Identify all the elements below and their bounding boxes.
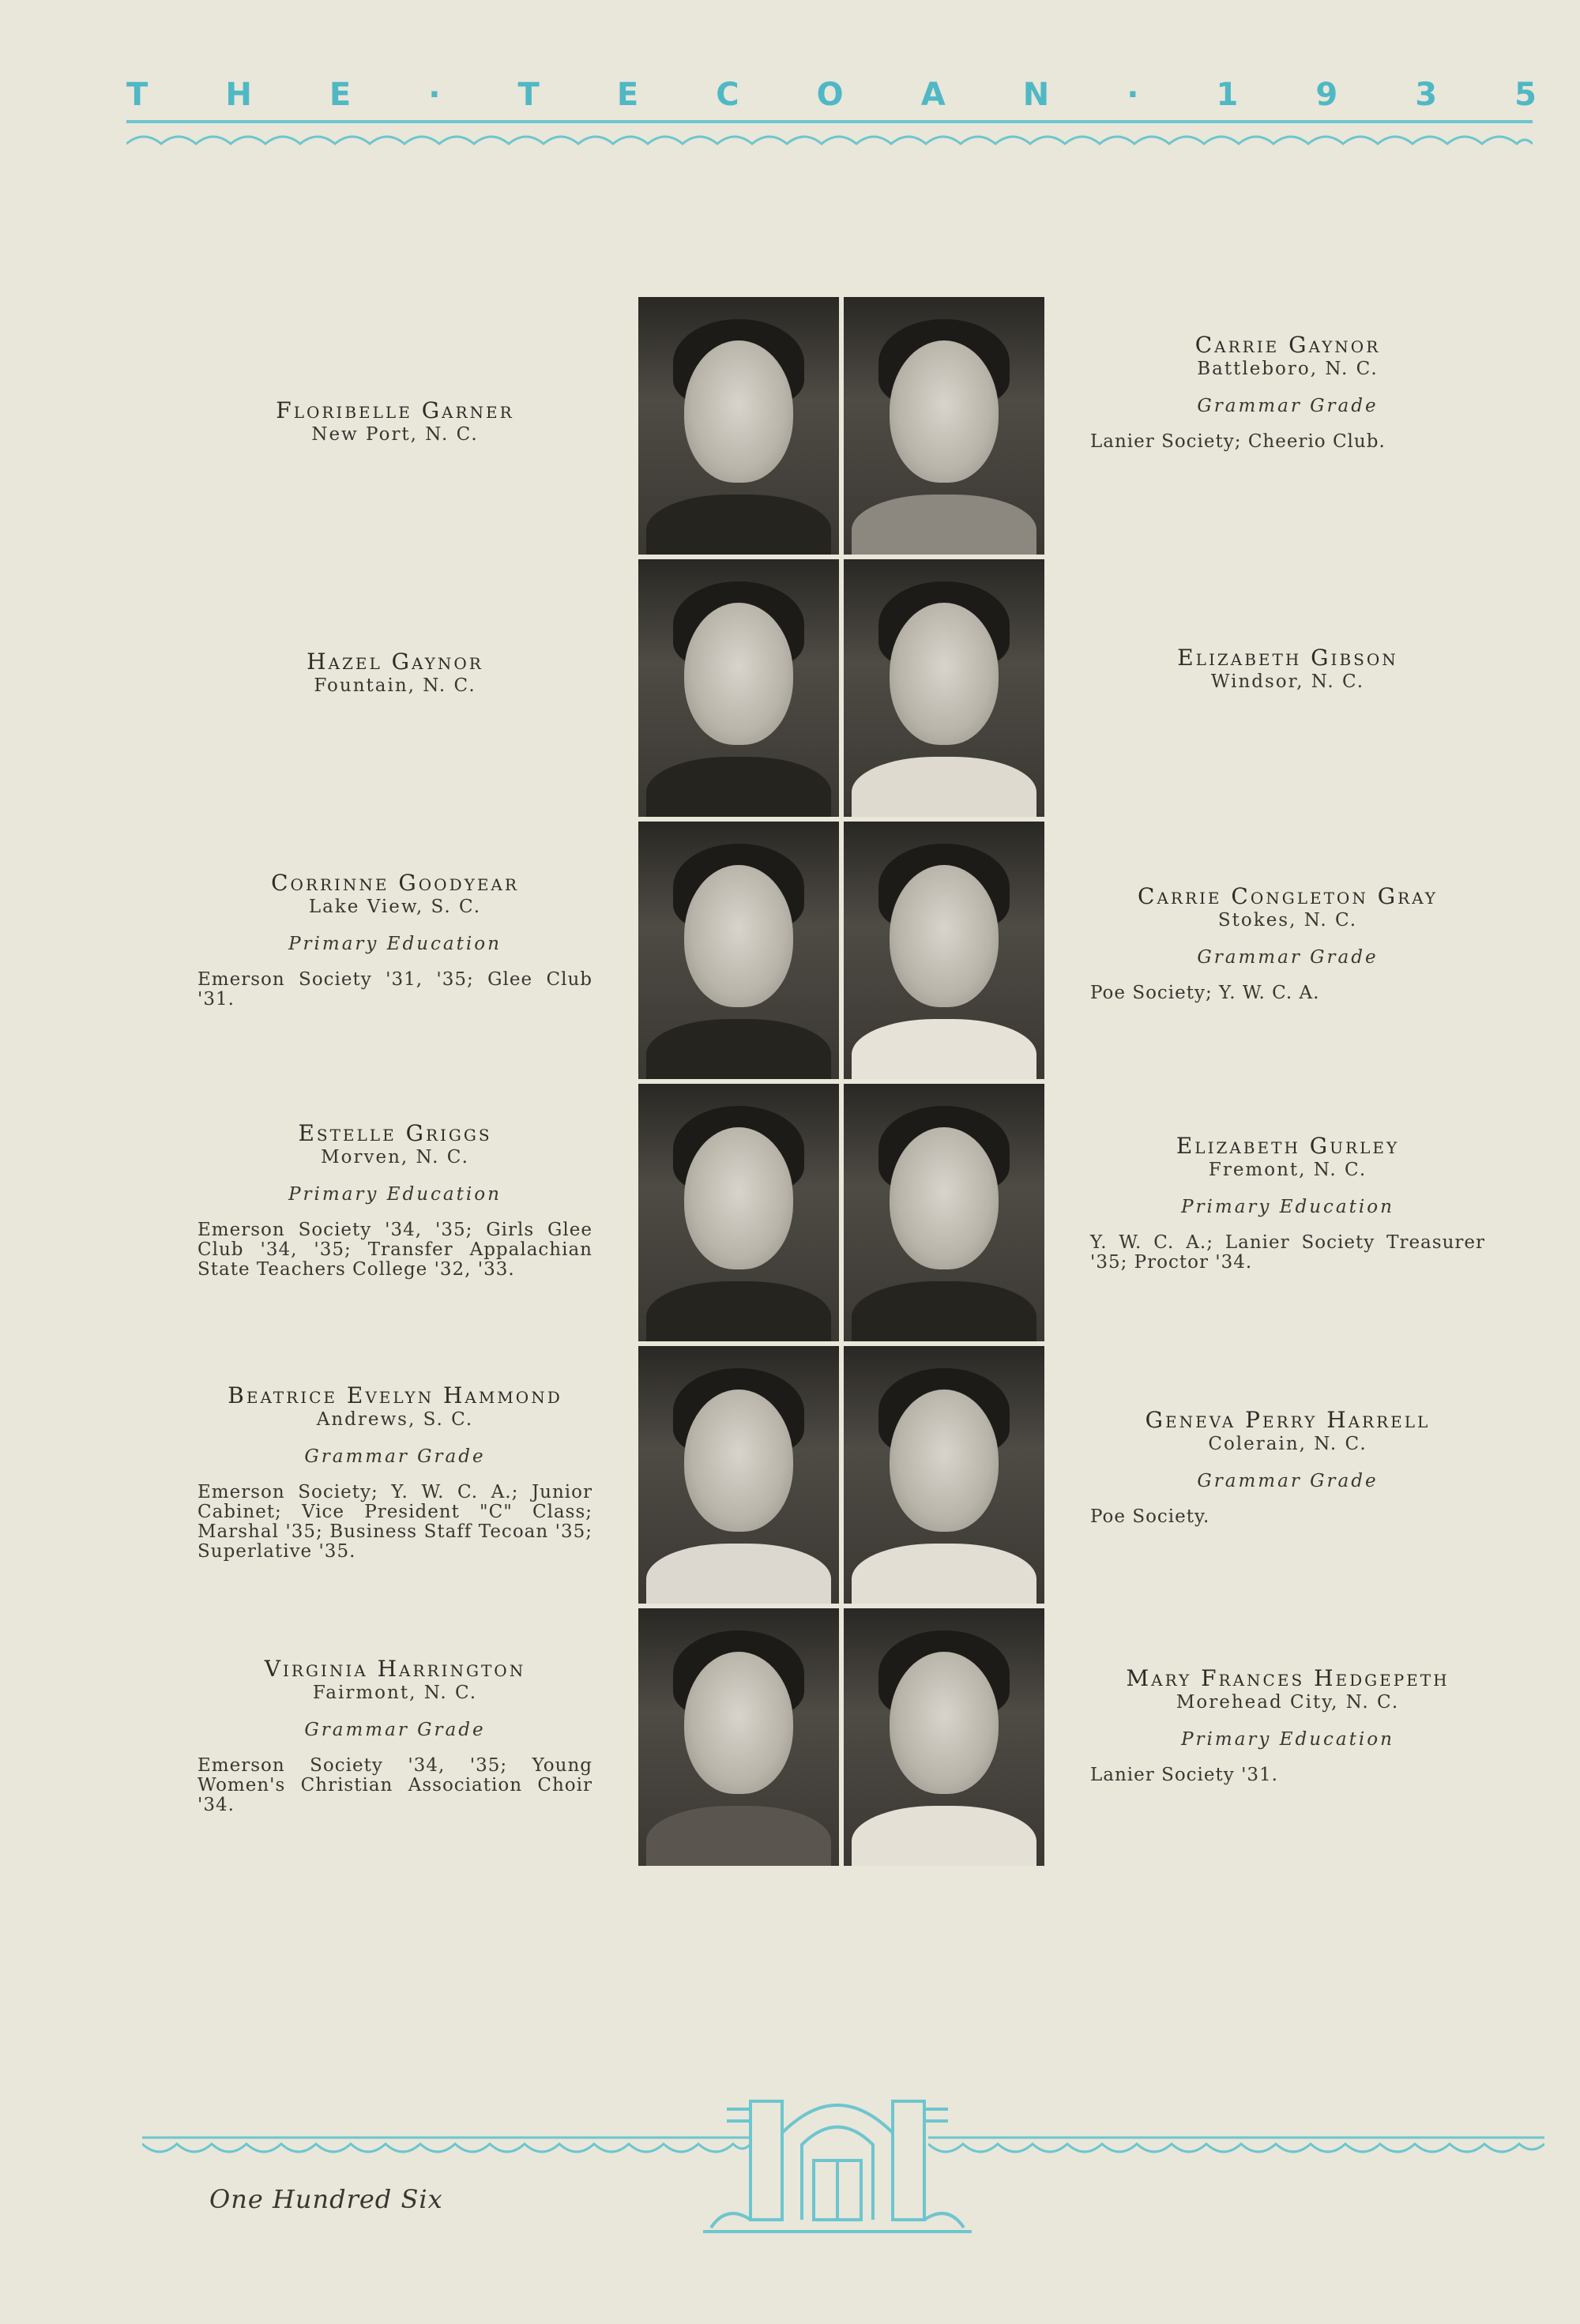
student-name: Virginia Harrington [264, 1656, 526, 1682]
student-hometown: Colerain, N. C. [1208, 1434, 1367, 1454]
student-entry [1090, 885, 1485, 1003]
student-hometown: Fremont, N. C. [1208, 1160, 1367, 1180]
student-activities: Y. W. C. A.; Lanier Society Treasurer '35; Proctor '34. [1090, 1232, 1485, 1273]
student-name: Floribelle Garner [276, 397, 514, 423]
header-letter: · [1127, 77, 1139, 113]
student-name: Beatrice Evelyn Hammond [228, 1382, 562, 1408]
portrait-photo [638, 559, 839, 817]
student-name: Estelle Griggs [298, 1120, 492, 1146]
header-letter: A [920, 77, 946, 113]
student-hometown: Battleboro, N. C. [1197, 359, 1379, 379]
student-name: Elizabeth Gurley [1176, 1133, 1400, 1159]
portrait-photo [638, 1084, 839, 1341]
portrait-photo [844, 559, 1044, 817]
header-rule [126, 120, 1533, 123]
student-name: Geneva Perry Harrell [1145, 1407, 1431, 1433]
portrait-photo [844, 822, 1044, 1079]
header-letter: T [126, 77, 149, 113]
footer-wave-right [928, 2133, 1544, 2161]
portrait-photo [638, 1346, 839, 1604]
footer-wave-left [142, 2133, 750, 2161]
student-major: Grammar Grade [1197, 947, 1379, 968]
student-entry [198, 1122, 592, 1280]
student-major: Grammar Grade [304, 1446, 486, 1467]
header-letter: 5 [1514, 77, 1537, 113]
student-name: Corrinne Goodyear [271, 870, 519, 896]
student-entry [198, 650, 592, 698]
student-entry [1090, 1667, 1485, 1785]
student-major: Primary Education [288, 1184, 502, 1205]
student-activities: Emerson Society; Y. W. C. A.; Junior Cabinet; Vice President "C" Class; Marshal '35; Business Staff Tecoan '35; Superlative '35. [198, 1482, 592, 1562]
student-hometown: Andrews, S. C. [316, 1409, 474, 1430]
student-activities: Lanier Society; Cheerio Club. [1090, 431, 1386, 452]
header-letter: 1 [1216, 77, 1239, 113]
student-name: Elizabeth Gibson [1177, 645, 1398, 671]
header-letter: T [517, 77, 540, 113]
student-entry [1090, 1408, 1485, 1527]
student-activities: Poe Society; Y. W. C. A. [1090, 983, 1320, 1003]
portrait-photo [638, 297, 839, 555]
student-activities: Lanier Society '31. [1090, 1765, 1278, 1785]
student-hometown: New Port, N. C. [311, 424, 479, 445]
student-activities: Emerson Society '34, '35; Girls Glee Club '34, '35; Transfer Appalachian State Teachers College '32, '33. [198, 1220, 592, 1280]
student-name: Carrie Congleton Gray [1138, 883, 1438, 909]
student-hometown: Lake View, S. C. [308, 897, 482, 917]
student-major: Grammar Grade [304, 1720, 486, 1740]
student-entry [198, 871, 592, 1010]
student-entry [198, 1657, 592, 1815]
student-entry [198, 399, 592, 446]
header-letter: C [716, 77, 739, 113]
header-letter: · [428, 77, 441, 113]
student-name: Mary Frances Hedgepeth [1126, 1665, 1450, 1691]
student-major: Primary Education [1181, 1729, 1394, 1750]
header-letter: E [329, 77, 352, 113]
page-number: One Hundred Six [209, 2184, 443, 2214]
yearbook-header [126, 79, 1537, 111]
header-letter: 3 [1415, 77, 1438, 113]
portrait-photo [638, 822, 839, 1079]
student-activities: Poe Society. [1090, 1506, 1210, 1527]
portrait-photo [844, 297, 1044, 555]
student-hometown: Fairmont, N. C. [312, 1683, 478, 1703]
header-letter: N [1022, 77, 1050, 113]
student-entry [1090, 1134, 1485, 1273]
student-major: Grammar Grade [1197, 1471, 1379, 1491]
header-letter: O [816, 77, 844, 113]
header-letter: H [225, 77, 252, 113]
student-entry [198, 1384, 592, 1562]
portrait-photo [638, 1608, 839, 1866]
student-hometown: Windsor, N. C. [1210, 671, 1365, 692]
student-major: Grammar Grade [1197, 396, 1379, 416]
student-hometown: Morven, N. C. [321, 1147, 469, 1168]
student-major: Primary Education [1181, 1197, 1394, 1217]
student-hometown: Morehead City, N. C. [1176, 1692, 1400, 1713]
student-activities: Emerson Society '31, '35; Glee Club '31. [198, 969, 592, 1010]
student-entry [1090, 646, 1485, 694]
student-major: Primary Education [288, 934, 502, 954]
student-hometown: Fountain, N. C. [314, 675, 476, 696]
portrait-photo [844, 1608, 1044, 1866]
portrait-photo [844, 1346, 1044, 1604]
student-name: Carrie Gaynor [1194, 332, 1381, 358]
student-name: Hazel Gaynor [307, 649, 483, 675]
header-letter: 9 [1315, 77, 1338, 113]
portrait-photo [844, 1084, 1044, 1341]
header-wave-border [126, 126, 1533, 153]
header-letter: E [616, 77, 639, 113]
student-entry [1090, 333, 1485, 452]
student-activities: Emerson Society '34, '35; Young Women's Christian Association Choir '34. [198, 1755, 592, 1815]
student-hometown: Stokes, N. C. [1217, 910, 1358, 931]
building-doorway-icon [695, 2085, 980, 2236]
